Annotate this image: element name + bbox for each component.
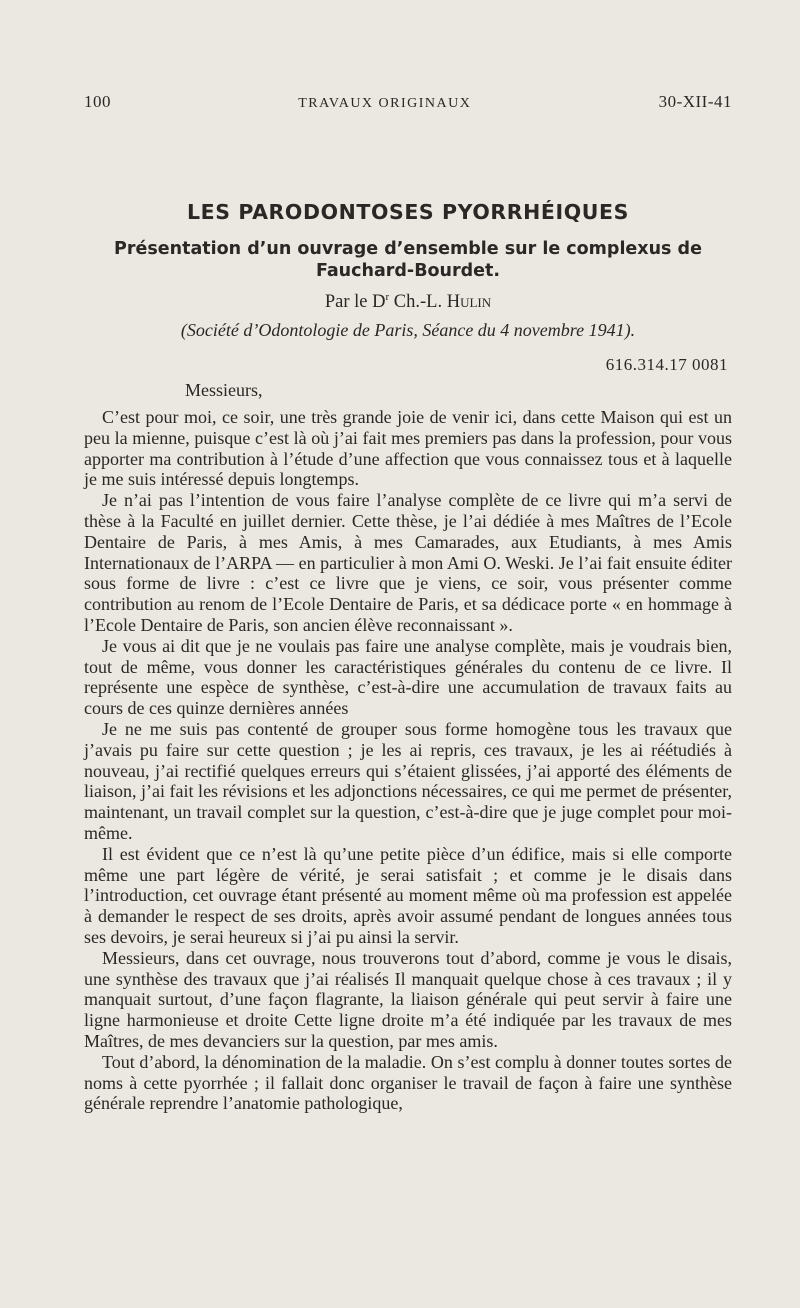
- author-surname: Hulin: [446, 292, 492, 312]
- page-number: 100: [84, 92, 111, 111]
- salutation: Messieurs,: [185, 380, 263, 400]
- article-subtitle: Présentation d’un ouvrage d’ensemble sur le complexus de Fauchard-Bourdet.: [114, 239, 702, 281]
- article-body: [84, 407, 732, 1114]
- paragraph: Je vous ai dit que je ne voulais pas faire une analyse complète, mais je voudrais bien, tout de même, vous donner les caractéristiques générales du contenu de ce livre. Il représente une espèce de synthèse, c’est-à-dire une accumulation de travaux faits au cours de ces quinze dernières années: [84, 635, 732, 719]
- author-byline: [84, 292, 732, 313]
- running-header: [84, 92, 732, 112]
- paragraph: C’est pour moi, ce soir, une très grande joie de venir ici, dans cette Maison qui est un peu la mienne, puisque c’est là où j’ai fait mes premiers pas dans la profession, pour vous apporter ma contribution à l’étude d’une affection que vous connaissez tous et à laquelle je me suis intéressé depuis longtemps.: [84, 407, 732, 490]
- byline-prefix: Par le D: [324, 292, 386, 312]
- article-title: LES PARODONTOSES PYORRHÉIQUES: [186, 200, 630, 224]
- classification-number: 616.314.17 0081: [605, 355, 728, 374]
- paragraph: Il est évident que ce n’est là qu’une petite pièce d’un édifice, mais si elle comporte même une part légère de vérité, je serai satisfait ; et comme je le disais dans l’introduction, cet ouvrage étant présenté au moment même où ma profession est appelée à demander le respect de ses droits, après avoir assumé pendant de longues années tous ses devoirs, je serai heureux si j’ai pu ainsi la servir.: [84, 843, 732, 947]
- society-session: (Société d’Odontologie de Paris, Séance du 4 novembre 1941).: [180, 320, 636, 340]
- paragraph: Je n’ai pas l’intention de vous faire l’analyse complète de ce livre qui m’a servi de thèse à la Faculté en juillet dernier. Cette thèse, je l’ai dédiée à mes Maîtres de l’Ecole Dentaire de Paris, à mes Amis, à mes Camarades, aux Etudiants, à mes Amis Internationaux de l’ARPA — en particulier à mon Ami O. Weski. Je l’ai fait ensuite éditer sous forme de livre : c’est ce livre que je viens, ce soir, vous présenter comme contribution au renom de l’Ecole Dentaire de Paris, et sa dédicace porte « en hommage à l’Ecole Dentaire de Paris, son ancien élève reconnaissant ».: [84, 490, 732, 635]
- running-title: TRAVAUX ORIGINAUX: [298, 96, 472, 111]
- paragraph: Tout d’abord, la dénomination de la maladie. On s’est complu à donner toutes sortes de noms à cette pyorrhée ; il fallait donc organiser le travail de façon à faire une synthèse générale reprendre l’anatomie pathologique,: [84, 1051, 732, 1114]
- issue-date: 30-XII-41: [658, 92, 732, 111]
- byline-superscript: r: [385, 290, 390, 303]
- paragraph: Je ne me suis pas contenté de grouper sous forme homogène tous les travaux que j’avais pu faire sur cette question ; je les ai repris, ces travaux, je les ai réétudiés à nouveau, j’ai rectifié quelques erreurs qui s’étaient glissées, j’ai apporté des éléments de liaison, j’ai fait les révisions et les adjonctions nécessaires, ce qui me permet de présenter, maintenant, un travail complet sur la question, c’est-à-dire que je juge complet pour moi-même.: [84, 718, 732, 843]
- byline-initials: Ch.-L.: [389, 292, 447, 312]
- paragraph: Messieurs, dans cet ouvrage, nous trouverons tout d’abord, comme je vous le disais, une synthèse des travaux que j’ai réalisés Il manquait quelque chose à ces travaux ; il y manquait surtout, d’une façon flagrante, la liaison générale qui peut servir à faire une ligne harmonieuse et droite Cette ligne droite m’a été indiquée par les travaux de mes Maîtres, de mes devanciers sur la question, par mes amis.: [84, 947, 732, 1051]
